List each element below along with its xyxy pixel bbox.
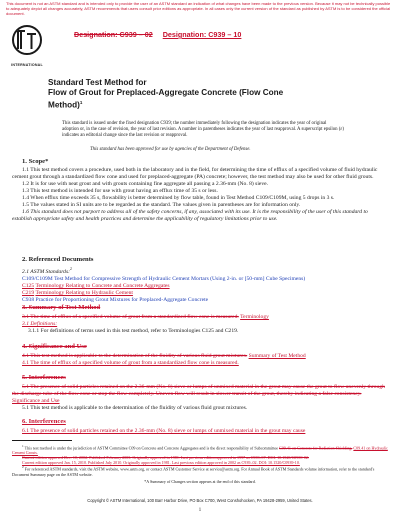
dod-approval-note: This standard has been approved for use by agencies of the Department of Defense. <box>90 147 251 152</box>
paragraph-6-1: 6.1 The presence of solid particles retained on the 2.36-mm (No. 8) sieve or lumps of unmixed material in the grout may cause <box>22 428 306 434</box>
paragraph-4-1: 4.1 This test method is applicable to the determination of the fluidity of various fluid grout mixtures. Summary of Test Method <box>22 353 306 359</box>
summary-of-changes-note: *A Summary of Changes section appears at the end of this standard. <box>144 478 256 484</box>
designation-line <box>74 30 241 39</box>
astm-logo-bottom-text: INTERNATIONAL <box>11 63 43 67</box>
copyright-line: Copyright © ASTM International, 100 Barr Harbor Drive, PO Box C700, West Conshohocken, PA 19428-2959, United States. <box>87 498 313 503</box>
footnote-divider <box>12 440 72 441</box>
footnote-1: $^1$ This test method is under the jurisdiction of ASTM Committee C09 on Concrete and Concrete Aggregates and is the direct responsibility of Subcommittee C09.41 on Concrete for Radiation Shielding. C09.41 on Hydraulic Cement Grouts. <box>12 444 388 456</box>
paragraph-1-1: 1.1 This test method covers a procedure, used both in the laboratory and in the field, for determining the time of efflux of a specified volume of fluid hydraulic cement grout through a standardized flow cone and used for preplaced-aggregate (PA) concrete; however, the test method may also be used for other fluid grouts. <box>12 167 378 180</box>
section-interferences-old-heading: 5. Interferences <box>22 374 66 381</box>
paragraph-4-1-new: 4.1 The time of efflux of a specified volume of grout from a standardized flow cone is measured. <box>22 360 239 366</box>
footnote-1-edition-new: Current edition approved Jan. 15, 2010. Published July 2010. Originally approved in 1981. Last previous edition approved in 2002 as C939–02. DOI: 10.1520/C0939-10. <box>22 460 300 466</box>
paragraph-1-2: 1.2 It is for use with neat grout and with grouts containing fine aggregate all passing a 2.36-mm (No. 8) sieve. <box>22 181 269 187</box>
section-interferences-heading: 6. Interferences <box>22 418 66 425</box>
section-summary-old-heading: 3. Summary of Test Method <box>22 304 101 311</box>
section-references-heading: 2. Referenced Documents <box>22 256 94 263</box>
section-significance-old-heading: 4. Significance and Use <box>22 343 87 350</box>
paragraph-3-1-definitions: 3.1 Definitions: <box>22 321 58 327</box>
paragraph-3-1-1: 3.1.1 For definitions of terms used in this test method, refer to Terminologies C125 and C219. <box>28 328 239 334</box>
section-summary-body <box>22 353 388 367</box>
section-references-body <box>22 266 388 304</box>
paragraph-1-5: 1.5 The values stated in SI units are to be regarded as the standard. The values given in parentheses are for information only. <box>22 202 301 208</box>
astm-logo-mark-icon <box>8 24 46 58</box>
paragraph-1-6: 1.6 This standard does not purport to address all of the safety concerns, if any, associated with its use. It is the responsibility of the user of this standard to establish appropriate safety and health practices and determine the applicability of regulatory limitations prior to use. <box>12 209 368 222</box>
section-scope-heading: 1. Scope* <box>22 158 49 165</box>
paragraph-2-1: 2.1 ASTM Standards:$^2$ <box>22 267 72 275</box>
title-line-1: Standard Test Method for <box>48 78 147 87</box>
paragraph-1-4: 1.4 When efflux time exceeds 35 s, flowability is better determined by flow table, found in Test Method C109/C109M, using 5 drops in 3 s. <box>22 195 335 201</box>
paragraph-5-1: 5.1 The presence of solid particles retained on the 2.36-mm (No. 8) sieve or lumps of unmixed material in the grout may cause the grout to flow unevenly through the discharge tube of the flow cone or stop the flow completely. Uneven flow will result in slower transit of the grout, thereby indicating a false consistency. Significance and Use <box>12 384 385 404</box>
section-scope-body <box>12 167 388 223</box>
footnotes <box>12 444 388 484</box>
title-line-2: Flow of Grout for Preplaced-Aggregate Concrete (Flow Cone <box>48 88 284 97</box>
title-line-3: Method)$^1$ <box>48 100 83 110</box>
reference-item[interactable]: C938 Practice for Proportioning Grout Mixtures for Preplaced-Aggregate Concrete <box>22 296 209 303</box>
disclaimer-notice: This document is not an ASTM standard and is intended only to provide the user of an ASTM standard an indication of what changes have been made to the previous version. Because it may not be technically possible to adequately depict all changes accurately, ASTM recommends that users consult prior editions as appropriate. In all cases only the current version of the standard as published by ASTM is to be considered the official document. <box>6 1 391 16</box>
page-number: 1 <box>198 508 202 513</box>
designation-new: Designation: C939 – 10 <box>162 30 242 39</box>
document-title <box>48 78 368 111</box>
paragraph-1-3: 1.3 This test method is intended for use with grout having an efflux time of 35 s or less. <box>22 188 218 194</box>
designation-old: Designation: C939 – 02 <box>74 30 153 39</box>
paragraph-3-1: 3.1 The time of efflux of a specified volume of grout from a standardized flow cone is measured. Terminology <box>22 314 269 320</box>
section-significance-body <box>12 384 388 412</box>
issuance-note: This standard is issued under the fixed designation C939; the number immediately following the designation indicates the year of original adoption or, in the case of revision, the year of last revision. A number in parentheses indicates the year of last reapproval. A superscript epsilon (ε) indicates an editorial change since the last revision or reapproval. <box>62 121 344 138</box>
footnote-1-edition-old: Current edition approved Dec. 10, 2002. Published February 2003. Originally approved in 1981. Last previous edition approved in 1997 as C939–97. DOI: 10.1520/C0939-02. <box>22 455 309 461</box>
astm-logo <box>8 24 46 66</box>
reference-item[interactable]: C109/C109M Test Method for Compressive Strength of Hydraulic Cement Mortars (Using 2-in. or [50-mm] Cube Specimens) <box>22 275 306 282</box>
reference-item[interactable]: C125 Terminology Relating to Concrete and Concrete Aggregates <box>22 282 170 289</box>
paragraph-5-1-new: 5.1 This test method is applicable to the determination of the fluidity of various fluid grout mixtures. <box>22 405 248 411</box>
reference-item[interactable]: C219 Terminology Relating to Hydraulic Cement <box>22 289 133 296</box>
footnote-2: $^2$ For referenced ASTM standards, visit the ASTM website, www.astm.org, or contact ASTM Customer Service at service@astm.org. For Annual Book of ASTM Standards volume information, refer to the standard's Document Summary page on the ASTM website. <box>12 465 375 477</box>
section-terminology-body <box>22 314 388 335</box>
